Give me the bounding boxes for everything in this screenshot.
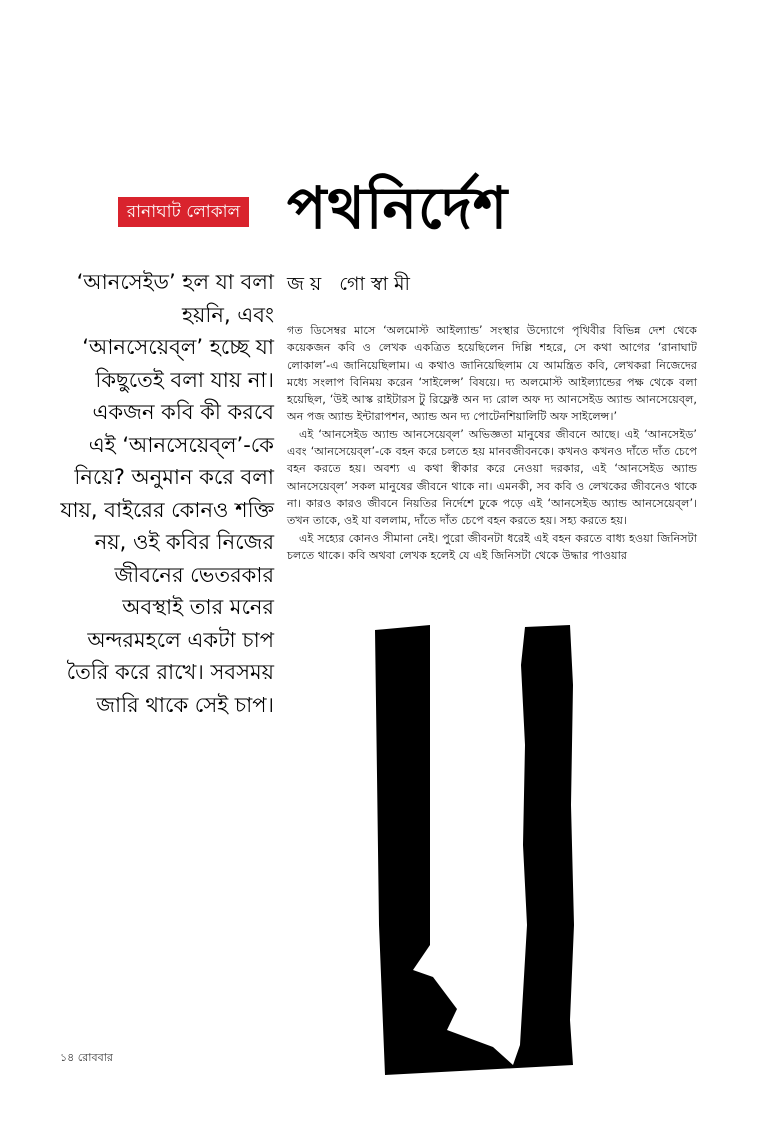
body-paragraph: এই ‘আনসেইড অ্যান্ড আনসেয়েব্‌ল’ অভিজ্ঞতা মানুষের জীবনে আছে। এই ‘আনসেইড’ এবং ‘আনসেয়েব্‌ল’-কে বহন করে চলতে হয় মানবজীবনকে। কখনও কখনও দাঁতে দাঁত চেপে বহন করতে হয়। অবশ্য এ কথা স্বীকার করে নেওয়া দরকার, এই ‘আনসেইড অ্যান্ড আনসেয়েব্‌ল’ সকল মানুষের জীবনে থাকে না। এমনকী, সব কবি ও লেখকের জীবনেও থাকে না। কারও কারও জীবনে নিয়তির নির্দেশে ঢুকে পড়ে এই ‘আনসেইড অ্যান্ড আনসেয়েব্‌ল’। তখন তাকে, ওই যা বললাম, দাঁতে দাঁত চেপে বহন করতে হয়। সহ্য করতে হয়। xyxy=(287,427,697,528)
author-byline: জয় গোস্বামী xyxy=(287,273,416,295)
article-body xyxy=(287,322,697,564)
page-folio: ১৪ রোববার xyxy=(60,1051,113,1064)
pull-quote: ‘আনসেইড’ হল যা বলা হয়নি, এবং ‘আনসেয়েব্‌ল’ হচ্ছে যা কিছুতেই বলা যায় না। একজন কবি কী করবে এই ‘আনসেয়েব্‌ল’-কে নিয়ে? অনুমান করে বলা যায়, বাইরের কোনও শক্তি নয়, ওই কবির নিজের জীবনের ভেতরকার অবস্থাই তার মনের অন্দরমহলে একটা চাপ তৈরি করে রাখে। সবসময় জারি থাকে সেই চাপ। xyxy=(60,270,274,717)
page-title: পথনির্দেশ xyxy=(287,174,509,242)
section-tag: রানাঘাট লোকাল xyxy=(118,197,249,227)
body-paragraph: এই সহ্যের কোনও সীমানা নেই। পুরো জীবনটা ধরেই এই বহন করতে বাধ্য হওয়া জিনিসটা চলতে থাকে। কবি অথবা লেখক হলেই যে এই জিনিসটা থেকে উদ্ধার পাওয়ার xyxy=(287,531,697,562)
profile-illustration xyxy=(375,625,590,1075)
body-paragraph: গত ডিসেম্বর মাসে ‘অলমোস্ট আইল্যান্ড’ সংস্থার উদ্যোগে পৃথিবীর বিভিন্ন দেশ থেকে কয়েকজন কবি ও লেখক একত্রিত হয়েছিলেন দিল্লি শহরে, সে কথা আগের ‘রানাঘাট লোকাল’-এ জানিয়েছিলাম। এ কথাও জানিয়েছিলাম যে আমন্ত্রিত কবি, লেখকরা নিজেদের মধ্যে সংলাপ বিনিময় করেন ‘সাইলেন্স’ বিষয়ে। দ্য অলমোস্ট আইল্যান্ডের পক্ষ থেকে বলা হয়েছিল, ‘উই আস্ক রাইটারস টু রিফ্লেক্ট অন দ্য রোল অফ দ্য আনসেইড অ্যান্ড আনসেয়েব্‌ল, অন পজ অ্যান্ড ইন্টারাপশন, অ্যান্ড অন দ্য পোটেনশিয়ালিটি অফ সাইলেন্স।’ xyxy=(287,324,697,424)
